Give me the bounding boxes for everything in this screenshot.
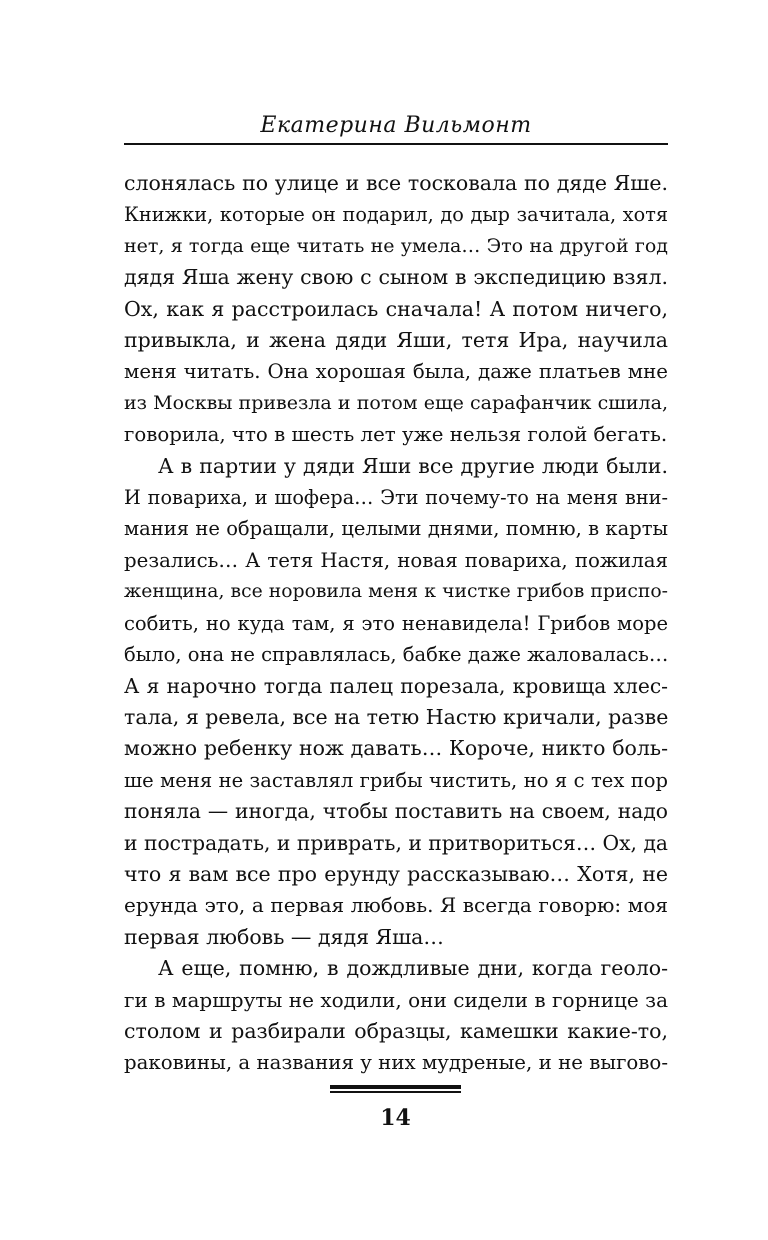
text-line: мания не обращали, целыми днями, помню, в карты bbox=[124, 517, 668, 541]
text-line: говорила, что в шесть лет уже нельзя голой бегать. bbox=[124, 423, 668, 447]
text-line: ги в маршруты не ходили, они сидели в горнице за bbox=[124, 987, 668, 1012]
footer-rule-thick bbox=[330, 1085, 461, 1089]
text-line: ше меня не заставлял грибы чистить, но я с тех пор bbox=[124, 768, 668, 792]
footer-rule-thin bbox=[330, 1091, 461, 1093]
running-header-author: Екатерина Вильмонт bbox=[260, 113, 532, 138]
text-line: дядя Яша жену свою с сыном в экспедицию взял. bbox=[124, 265, 668, 290]
text-line: женщина, все норовила меня к чистке грибов приспо- bbox=[124, 581, 668, 603]
text-line: И повариха, и шофера… Эти почему-то на меня вни- bbox=[124, 486, 668, 510]
footer-double-rule bbox=[330, 1085, 461, 1093]
text-line: Книжки, которые он подарил, до дыр зачитала, хотя bbox=[124, 203, 668, 227]
text-line: первая любовь — дядя Яша… bbox=[124, 924, 444, 949]
text-line: ерунда это, а первая любовь. Я всегда говорю: моя bbox=[124, 893, 668, 918]
text-line: столом и разбирали образцы, камешки какие-то, bbox=[124, 1018, 668, 1043]
text-line: привыкла, и жена дяди Яши, тетя Ира, научила bbox=[124, 328, 668, 353]
page-number: 14 bbox=[380, 1105, 411, 1131]
text-line: меня читать. Она хорошая была, даже платьев мне bbox=[124, 360, 668, 384]
text-line: тала, я ревела, все на тетю Настю кричали, разве bbox=[124, 704, 669, 729]
text-line: А в партии у дяди Яши все другие люди были. bbox=[158, 453, 668, 478]
text-line: собить, но куда там, я это ненавидела! Грибов море bbox=[124, 611, 668, 635]
text-line: из Москвы привезла и потом еще сарафанчик сшила, bbox=[124, 391, 668, 414]
text-line: раковины, а названия у них мудреные, и не выгово- bbox=[124, 1051, 668, 1075]
text-line: А еще, помню, в дождливые дни, когда геоло- bbox=[158, 956, 668, 981]
text-line: поняла — иногда, чтобы поставить на своем, надо bbox=[124, 799, 668, 824]
text-line: было, она не справлялась, бабке даже жаловалась… bbox=[124, 643, 669, 667]
text-line: и пострадать, и приврать, и притвориться… Ох, да bbox=[124, 830, 668, 855]
text-line: что я вам все про ерунду рассказываю… Хотя, не bbox=[124, 861, 668, 886]
text-line: слонялась по улице и все тосковала по дяде Яше. bbox=[124, 171, 668, 195]
text-line: А я нарочно тогда палец порезала, кровища хлес- bbox=[124, 673, 668, 698]
text-line: Ох, как я расстроилась сначала! А потом ничего, bbox=[124, 296, 668, 321]
text-line: можно ребенку нож давать… Короче, никто боль- bbox=[124, 736, 668, 761]
body-text bbox=[124, 168, 668, 1079]
text-line: нет, я тогда еще читать не умела… Это на другой год bbox=[124, 234, 668, 257]
text-line: резались… А тетя Настя, новая повариха, пожилая bbox=[124, 548, 668, 572]
header-divider bbox=[124, 143, 668, 145]
